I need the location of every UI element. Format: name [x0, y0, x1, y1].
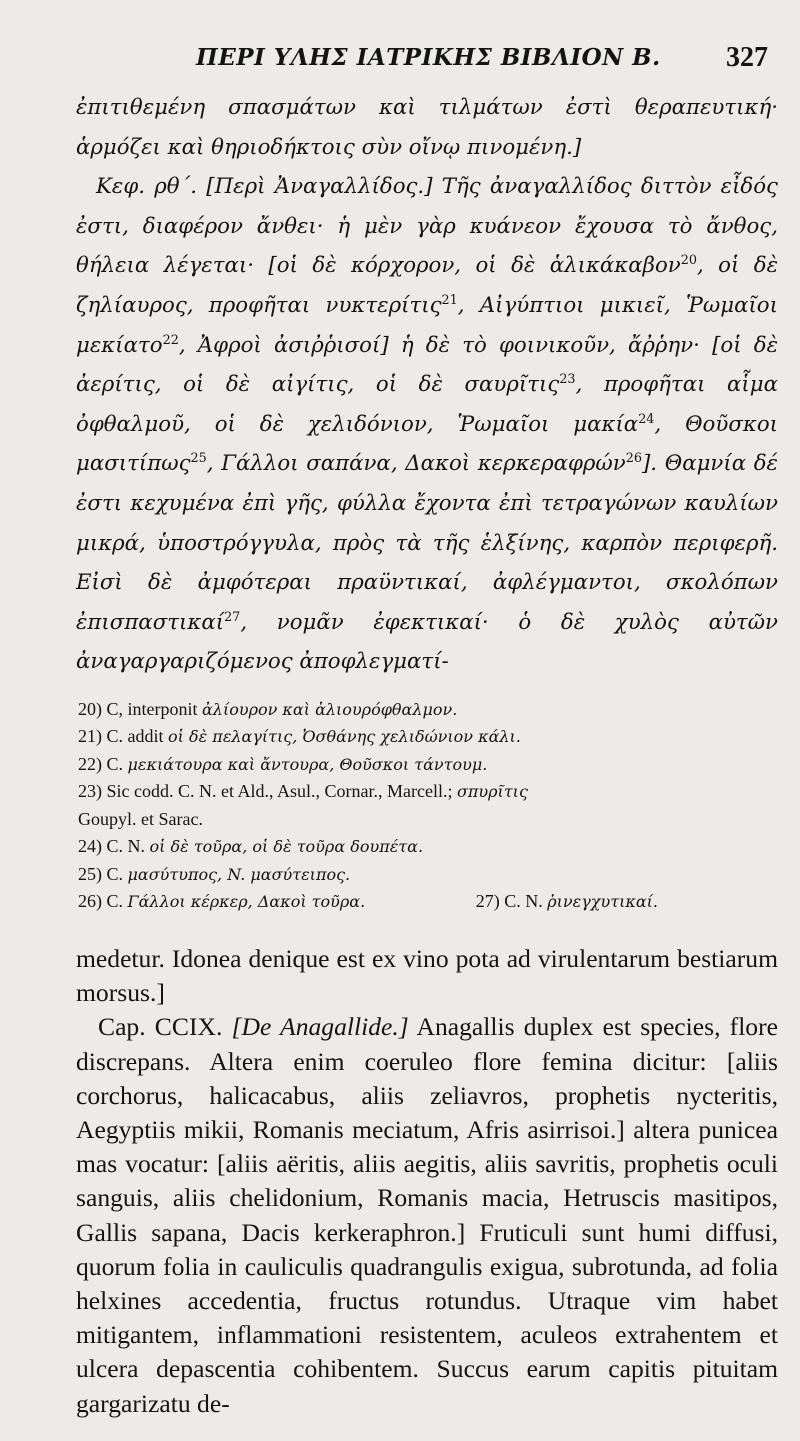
running-head: ΠΕΡΙ ΥΛΗΣ ΙΑΤΡΙΚΗΣ ΒΙΒΛΙΟΝ Β. [196, 44, 661, 71]
greek-paragraph-2 [76, 167, 778, 682]
footnote-latin: C. [106, 863, 124, 884]
latin-body: Anagallis duplex est species, flore discrepans. Altera enim coeruleo flore femina dicitur: [aliis corchorus, halicacabus, aliis zeliavros, prophetis nycteritis, Aegyptiis mikii, Romanis meciatum, Afris asirrisoi.] altera punicea mas vocatur: [aliis aëritis, aliis aegitis, aliis savritis, prophetis oculi sanguis, aliis chelidonium, Romanis macia, Hetruscis masitipos, Gallis sapana, Dacis kerkeraphron.] Fruticuli sunt humi diffusi, quorum folia in cauliculis quadrangulis exigua, subrotunda, ad folia helxines accedentia, fructus rotundus. Utraque vim habet mitigantem, inflammationi resistentem, aculeos extrahentem et ulcera depascentia cohibentem. Succus earum capitis pituitam gargarizatu de- [76, 1012, 778, 1418]
greek-text-segment: , Αἰγύπτιοι μικιεῖ, Ῥωμαῖοι μεκίατο [76, 292, 778, 358]
greek-paragraph-1: ἐπιτιθεμένη σπασμάτων καὶ τιλμάτων ἐστὶ θεραπευτική· ἁρμόζει καὶ θηριοδήκτοις σὺν οἴνῳ πινομένη.] [76, 95, 778, 160]
footnote-greek: Γάλλοι κέρκερ, Δακοὶ τοῦρα. [127, 892, 366, 912]
footnote-number: 20) [78, 698, 102, 719]
chapter-title: [De Anagallide.] [231, 1012, 409, 1042]
footnote-number: 26) [78, 891, 102, 912]
footnote-27 [476, 888, 658, 916]
greek-text-segment: , Ἀφροὶ ἀσιῤῥισοί] ἡ δὲ τὸ φοινικοῦν, ἄῤῥην· [οἱ δὲ ἀερίτις, οἱ δὲ αἰγίτις, οἱ δὲ σαυρῖτις [76, 332, 778, 398]
footnote-greek: οἱ δὲ τοῦρα, οἱ δὲ τοῦρα δουπέτα. [149, 837, 424, 857]
footnote-latin: C. N. [106, 836, 146, 857]
footnote-ref-20: 20 [680, 253, 697, 269]
footnote-greek: οἱ δὲ πελαγίτις, Ὀσθάνης χελιδώνιον κάλι. [168, 727, 521, 747]
footnote-number: 25) [78, 863, 102, 884]
footnote-ref-25: 25 [190, 451, 207, 467]
greek-text [76, 88, 778, 682]
footnote-25 [78, 861, 778, 889]
footnote-ref-26: 26 [625, 451, 642, 467]
footnote-latin: Sic codd. C. N. et Ald., Asul., Cornar., Marcell.; [106, 781, 453, 802]
footnote-ref-27: 27 [224, 609, 241, 625]
footnotes [76, 696, 778, 916]
footnote-number: 21) [78, 726, 102, 747]
greek-text-segment: , νομᾶν ἐφεκτικαί· ὁ δὲ χυλὸς αὐτῶν ἀναγαργαριζόμενος ἀποφλεγματί- [76, 609, 778, 675]
footnote-latin: C. [106, 753, 124, 774]
footnote-ref-24: 24 [638, 411, 655, 427]
footnote-greek: σπυρῖτις [456, 782, 528, 802]
greek-text-segment: , προφῆται αἷμα ὀφθαλμοῦ, οἱ δὲ χελιδόνιον, Ῥωμαῖοι μακία [76, 372, 778, 437]
greek-text-segment: , Γάλλοι σαπάνα, Δακοὶ κερκεραφρών [206, 451, 626, 477]
footnote-number: 22) [78, 753, 102, 774]
greek-text-segment: , Θοῦσκοι μασιτίπως [76, 411, 778, 477]
greek-text-segment: Κεφ. ρθ΄. [Περὶ Ἀναγαλλίδος.] Τῆς ἀναγαλλίδος διττὸν εἶδός ἐστι, διαφέρον ἄνθει· ἡ μὲν γὰρ κυάνεον ἔχουσα τὸ ἄνθος, θήλεια λέγεται· [οἱ δὲ κόρχορον, οἱ δὲ ἁλικάκαβον [76, 174, 778, 279]
chapter-label: Cap. CCIX. [98, 1012, 223, 1042]
footnote-greek: ἀλίουρον καὶ ἁλιουρόφθαλμον. [202, 699, 458, 719]
footnote-latin: C. [106, 891, 124, 912]
footnote-greek: μασύτυπος, N. μασύτειπος. [127, 864, 351, 884]
footnote-ref-21: 21 [441, 292, 458, 308]
footnote-number: 23) [78, 781, 102, 802]
footnote-number: 24) [78, 836, 102, 857]
footnote-24 [78, 833, 778, 861]
footnote-26-27-line [78, 888, 778, 916]
footnote-latin: C. addit [106, 726, 164, 747]
footnote-ref-23: 23 [559, 372, 576, 388]
footnote-21 [78, 723, 778, 751]
footnote-latin: C, interponit [106, 698, 198, 719]
page-header [76, 40, 778, 86]
footnote-20 [78, 696, 778, 724]
footnote-22 [78, 751, 778, 779]
footnote-greek: μεκιάτουρα καὶ ἄντουρα, Θοῦσκοι τάντουμ. [127, 754, 488, 774]
footnote-23 [78, 778, 778, 833]
latin-text [76, 942, 778, 1421]
greek-text-segment: , οἱ δὲ ζηλίαυρος, προφῆται νυκτερίτις [76, 253, 778, 318]
footnote-latin-continued: Goupyl. et Sarac. [78, 808, 203, 829]
footnote-number: 27) [475, 891, 500, 912]
footnote-26 [78, 888, 365, 916]
page-number: 327 [726, 42, 768, 73]
footnote-greek: ῥινεγχυτικαί. [547, 892, 658, 912]
footnote-latin: C. N. [504, 891, 543, 912]
latin-paragraph-1: medetur. Idonea denique est ex vino pota ad virulentarum bestiarum morsus.] [76, 943, 778, 1008]
latin-paragraph-2 [76, 1010, 778, 1420]
greek-text-segment: ]. Θαμνία δέ ἐστι κεχυμένα ἐπὶ γῆς, φύλλα ἔχοντα ἐπὶ τετραγώνων καυλίων μικρά, ὑποστρόγγυλα, πρὸς τὰ τῆς ἑλξίνης, καρπὸν περιφερῆ. Εἰσὶ δὲ ἀμφότεραι πραϋντικαί, ἀφλέγμαντοι, σκολόπων ἐπισπαστικαί [76, 451, 778, 635]
footnote-ref-22: 22 [162, 332, 179, 348]
